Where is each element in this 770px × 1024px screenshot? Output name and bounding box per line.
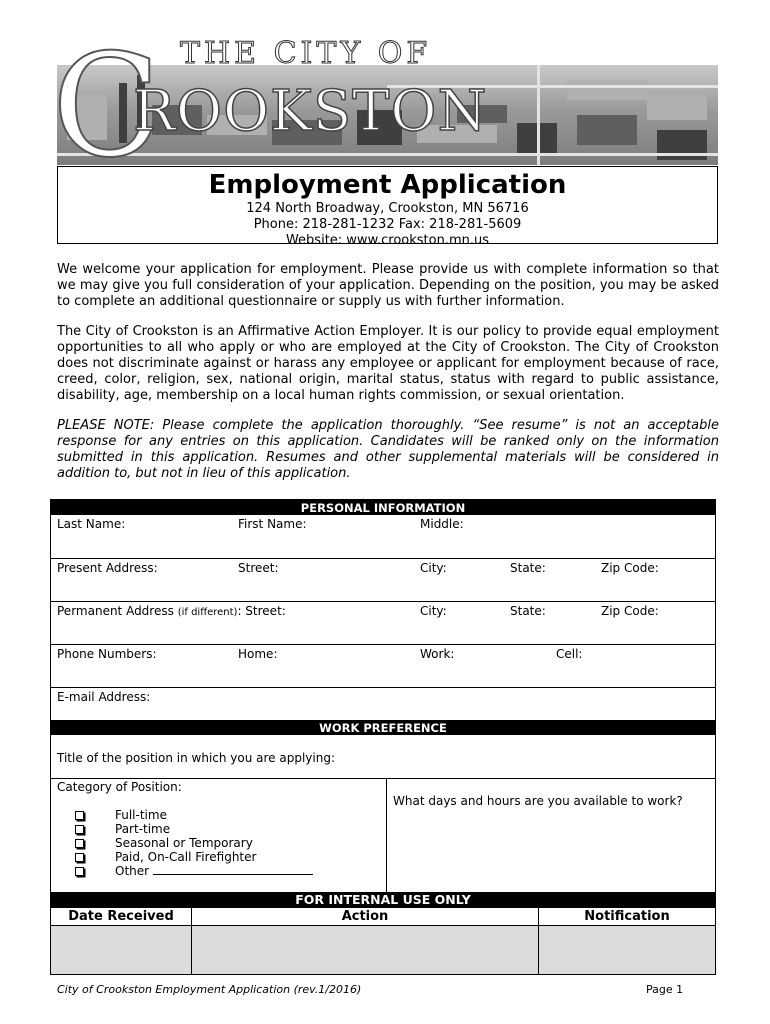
action-cell[interactable]: [192, 926, 538, 974]
logo-crookston-text: ROOKSTON: [133, 79, 488, 144]
address-street: 124 North Broadway, Crookston, MN 56716: [246, 201, 529, 216]
last-name-label: Last Name:: [57, 517, 126, 531]
date-received-cell[interactable]: [51, 926, 191, 974]
notification-cell[interactable]: [539, 926, 715, 974]
first-name-label: First Name:: [238, 517, 307, 531]
option-part-time[interactable]: Part-time: [75, 822, 170, 836]
internal-divider-1: [191, 908, 192, 974]
phone-numbers-row[interactable]: [51, 645, 715, 688]
present-street-label: Street:: [238, 561, 279, 575]
checkbox-icon[interactable]: [75, 811, 84, 820]
option-full-time[interactable]: Full-time: [75, 808, 167, 822]
logo-c-letter: C: [52, 24, 161, 189]
permanent-address-row[interactable]: [51, 602, 715, 645]
date-received-header: Date Received: [68, 909, 174, 924]
name-row[interactable]: [51, 515, 715, 559]
availability-label[interactable]: What days and hours are you available to work?: [393, 794, 683, 808]
internal-divider-2: [538, 908, 539, 974]
category-label: Category of Position:: [57, 780, 182, 794]
intro-paragraph-1: We welcome your application for employment. Please provide us with complete information so that we may give you full consideration of your application. Depending on the position, you may be asked to complete an additional questionnaire or supply us with further information.: [57, 262, 719, 309]
internal-use-header: FOR INTERNAL USE ONLY: [51, 892, 715, 908]
option-firefighter[interactable]: Paid, On-Call Firefighter: [75, 850, 256, 864]
permanent-state-label: State:: [510, 604, 546, 618]
middle-label: Middle:: [420, 517, 464, 531]
option-seasonal[interactable]: Seasonal or Temporary: [75, 836, 253, 850]
work-phone-label: Work:: [420, 647, 455, 661]
address-phone-fax: Phone: 218-281-1232 Fax: 218-281-5609: [253, 217, 522, 232]
other-blank-line[interactable]: [153, 864, 313, 875]
category-divider: [386, 779, 387, 892]
present-state-label: State:: [510, 561, 546, 575]
checkbox-icon[interactable]: [75, 825, 84, 834]
category-row: [51, 779, 715, 892]
present-city-label: City:: [420, 561, 447, 575]
title-box: [57, 166, 718, 248]
position-title-row[interactable]: [51, 735, 715, 779]
internal-header-row: [51, 908, 715, 926]
notification-header: Notification: [584, 909, 670, 924]
action-header: Action: [341, 909, 389, 924]
email-label: E-mail Address:: [57, 690, 151, 704]
intro-paragraph-2: The City of Crookston is an Affirmative Action Employer. It is our policy to provide equal employment opportunities to all who apply or who are employed at the City of Crookston. The City of Crookston does not discriminate against or harass any employee or applicant for employment because of race, creed, color, religion, sex, national origin, marital status, status with regard to public assistance, disability, age, membership on a local human rights commission, or sexual orientation.: [57, 324, 719, 403]
footer-page-number: Page 1: [646, 983, 684, 996]
if-different-note: (if different): [177, 607, 238, 618]
cell-phone-label: Cell:: [556, 647, 583, 661]
address-website: Website: www.crookston.mn.us: [285, 233, 490, 248]
checkbox-icon[interactable]: [75, 853, 84, 862]
present-address-row[interactable]: [51, 559, 715, 602]
permanent-zip-label: Zip Code:: [601, 604, 659, 618]
page-title: Employment Application: [208, 170, 567, 200]
footer-revision: City of Crookston Employment Application (rev.1/2016): [57, 983, 362, 996]
permanent-address-label: Permanent Address (if different): Street:: [57, 604, 286, 618]
present-address-label: Present Address:: [57, 561, 158, 575]
personal-info-header: PERSONAL INFORMATION: [51, 500, 715, 515]
position-title-label: Title of the position in which you are applying:: [57, 751, 335, 765]
phone-numbers-label: Phone Numbers:: [57, 647, 157, 661]
present-zip-label: Zip Code:: [601, 561, 659, 575]
checkbox-icon[interactable]: [75, 839, 84, 848]
application-form: [50, 499, 716, 975]
work-preference-header: WORK PREFERENCE: [51, 720, 715, 735]
logo-the-city-of: THE CITY OF: [180, 36, 432, 71]
checkbox-icon[interactable]: [75, 867, 84, 876]
option-other[interactable]: Other: [75, 864, 313, 878]
home-phone-label: Home:: [238, 647, 278, 661]
permanent-city-label: City:: [420, 604, 447, 618]
email-row[interactable]: [51, 688, 715, 720]
please-note-paragraph: PLEASE NOTE: Please complete the application thoroughly. “See resume” is not an acceptable response for any entries on this application. Candidates will be ranked only on the information submitted in this application. Resumes and other supplemental materials will be considered in addition to, but not in lieu of this application.: [57, 418, 719, 481]
